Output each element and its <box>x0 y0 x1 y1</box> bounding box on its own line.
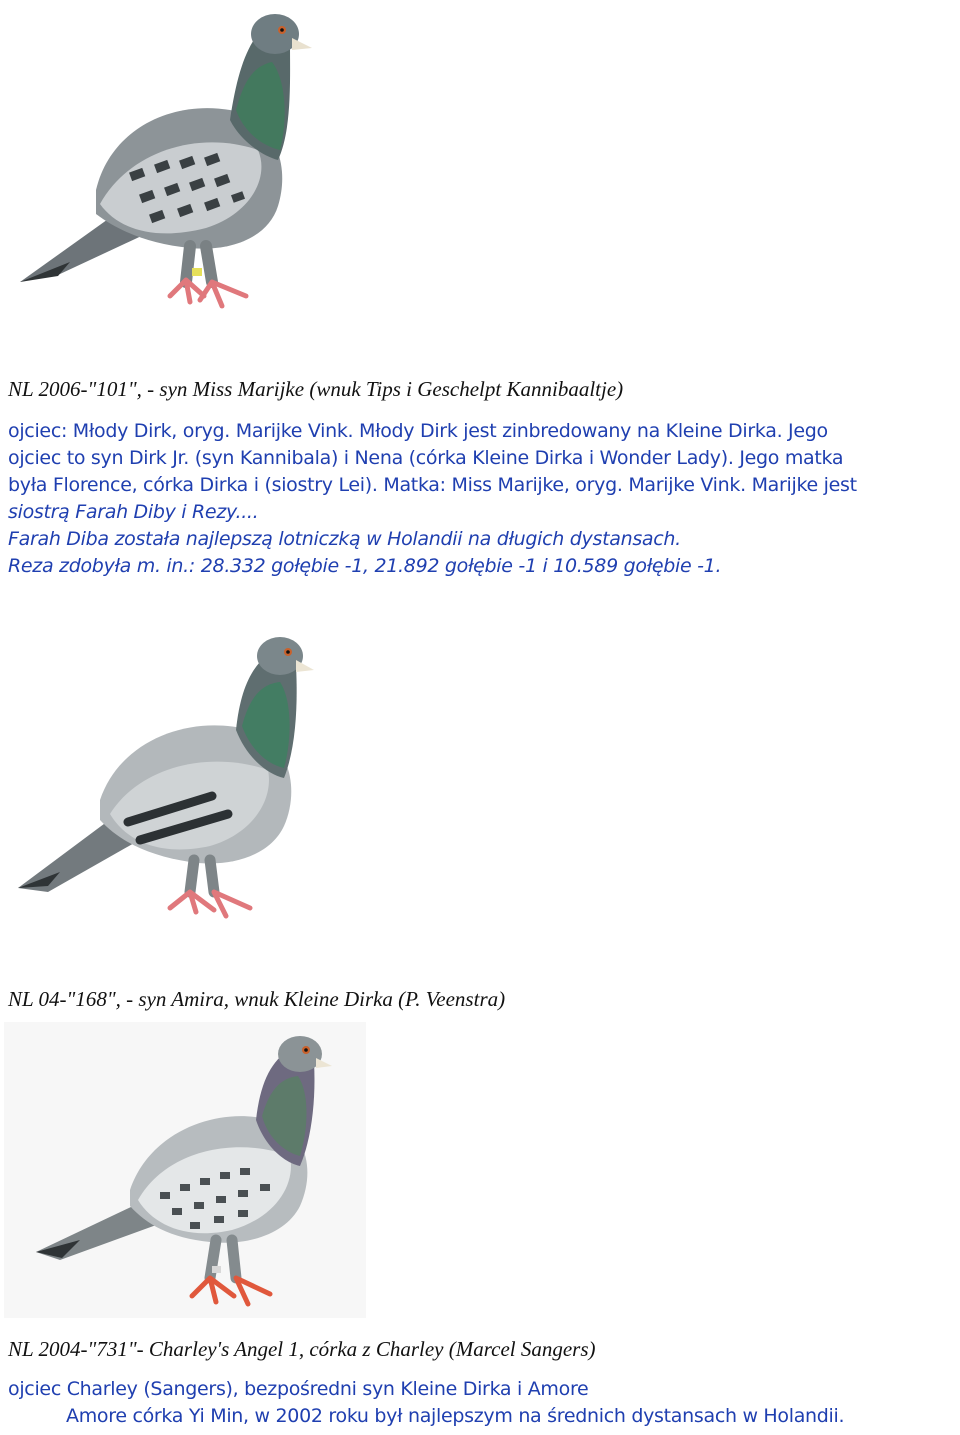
pigeon-photo-3 <box>0 1020 370 1320</box>
caption-bird-2: NL 04-"168", - syn Amira, wnuk Kleine Dirka (P. Veenstra) <box>8 987 506 1011</box>
caption-bird-1: NL 2006-"101", - syn Miss Marijke (wnuk Tips i Geschelpt Kannibaaltje) <box>8 377 624 401</box>
description-line: Farah Diba została najlepszą lotniczką w Holandii na długich dystansach. <box>8 528 681 550</box>
description-line: siostrą Farah Diby i Rezy.... <box>8 501 259 523</box>
caption-bird-3: NL 2004-"731"- Charley's Angel 1, córka z Charley (Marcel Sangers) <box>8 1337 596 1361</box>
pigeon-photo-1 <box>0 0 330 330</box>
description-line: Amore córka Yi Min, w 2002 roku był najlepszym na średnich dystansach w Holandii. <box>66 1405 845 1427</box>
pigeon-photo-2 <box>0 630 330 930</box>
description-line: była Florence, córka Dirka i (siostry Lei). Matka: Miss Marijke, oryg. Marijke Vink. Marijke jest <box>8 474 857 496</box>
description-line: ojciec Charley (Sangers), bezpośredni syn Kleine Dirka i Amore <box>8 1378 589 1400</box>
description-line: ojciec to syn Dirk Jr. (syn Kannibala) i Nena (córka Kleine Dirka i Wonder Lady). Jego matka <box>8 447 844 469</box>
description-line: Reza zdobyła m. in.: 28.332 gołębie -1, 21.892 gołębie -1 i 10.589 gołębie -1. <box>8 555 722 577</box>
description-line: ojciec: Młody Dirk, oryg. Marijke Vink. Młody Dirk jest zinbredowany na Kleine Dirka. Jego <box>8 420 828 442</box>
